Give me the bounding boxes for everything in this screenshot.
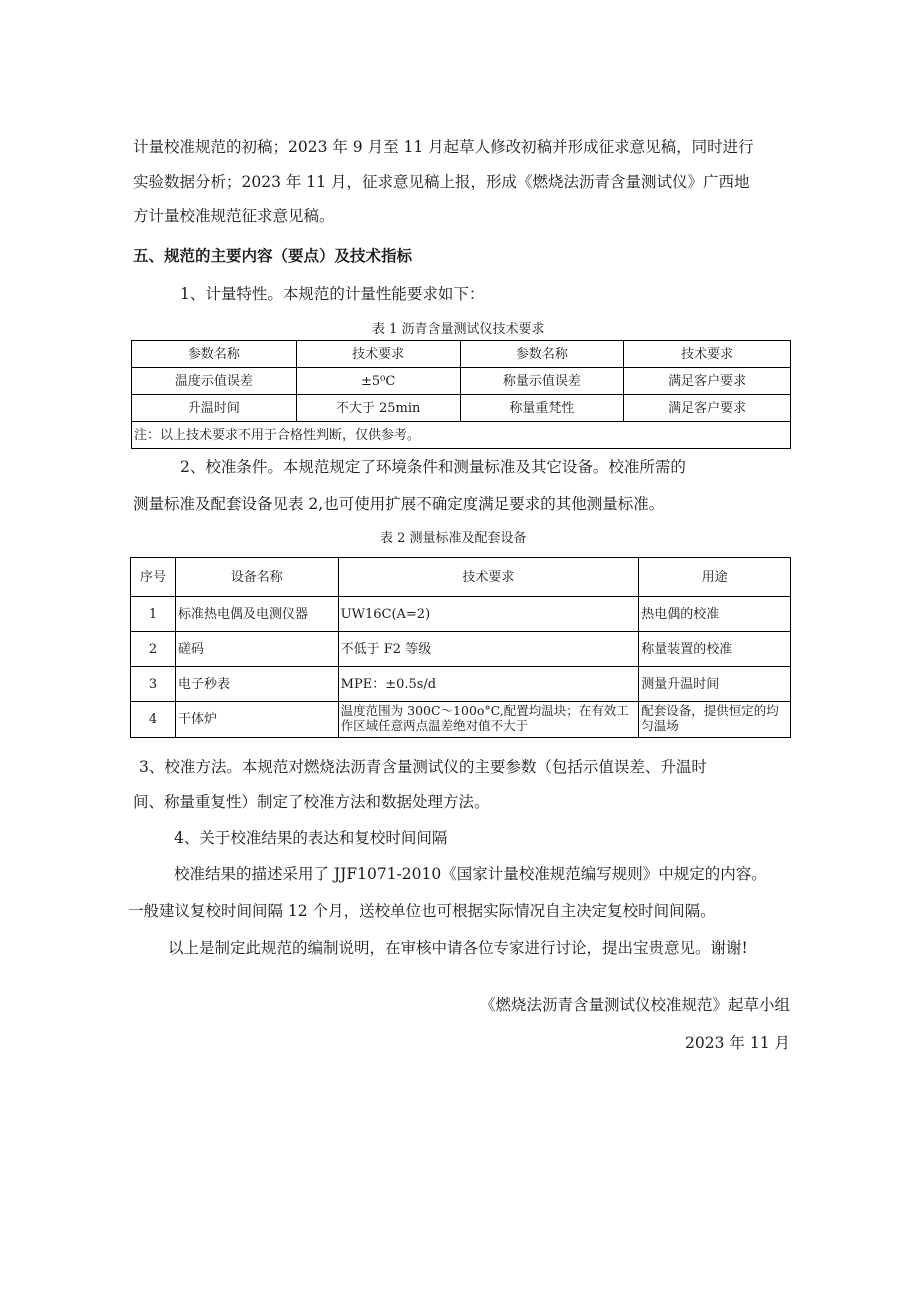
table-cell: MPE：±0.5s∕d xyxy=(338,667,639,702)
item-2-line: 2、校准条件。本规范规定了环境条件和测量标准及其它设备。校准所需的 xyxy=(180,458,686,476)
table-header-cell: 序号 xyxy=(131,558,176,597)
table-header-cell: 参数名称 xyxy=(460,341,624,368)
table-cell: 磋码 xyxy=(175,632,338,667)
table-row xyxy=(131,597,791,632)
table-cell: 不低于 F2 等级 xyxy=(338,632,639,667)
item-3-line: 间、称量重复性）制定了校准方法和数据处理方法。 xyxy=(133,793,490,811)
table-cell: 3 xyxy=(131,667,176,702)
table-cell: 满足客户要求 xyxy=(624,395,791,422)
table-header-cell: 设备名称 xyxy=(175,558,338,597)
table-cell: 称量示值误差 xyxy=(460,368,624,395)
table-note: 注：以上技术要求不用于合格性判断，仅供参考。 xyxy=(132,422,791,449)
item-4: 4、关于校准结果的表达和复校时间间隔 xyxy=(174,829,448,847)
section-heading: 五、规范的主要内容（要点）及技术指标 xyxy=(133,247,413,265)
paragraph-line: 计量校准规范的初稿；2023 年 9 月至 11 月起草人修改初稿并形成征求意见稿，同时进行 xyxy=(133,138,754,156)
paragraph-line: 方计量校准规范征求意见稿。 xyxy=(133,207,335,225)
table-header-cell: 技术要求 xyxy=(296,341,460,368)
paragraph-line: 实验数据分析；2023 年 11 月，征求意见稿上报，形成《燃烧法沥青含量测试仪》广西地 xyxy=(133,173,750,191)
table-cell: ±5⁰C xyxy=(296,368,460,395)
table-note-row xyxy=(132,422,791,449)
table-cell: 温度示值误差 xyxy=(132,368,297,395)
table-cell: 标准热电偶及电测仪器 xyxy=(175,597,338,632)
table-row xyxy=(132,368,791,395)
paragraph-line: 一般建议复校时间间隔 12 个月，送校单位也可根据实际情况自主决定复校时间间隔。 xyxy=(128,902,716,920)
table-cell: 干体炉 xyxy=(175,702,338,738)
table-1 xyxy=(131,340,791,449)
table-row xyxy=(131,702,791,738)
paragraph-line: 校准结果的描述采用了 JJF1071-2010《国家计量校准规范编写规则》中规定的内容。 xyxy=(174,865,767,883)
table-cell: 升温时间 xyxy=(132,395,297,422)
table-cell: 称量装置的校准 xyxy=(639,632,791,667)
table-cell: 4 xyxy=(131,702,176,738)
table-row xyxy=(131,632,791,667)
table-header-cell: 用途 xyxy=(639,558,791,597)
table1-caption: 表 1 沥青含量测试仪技术要求 xyxy=(372,322,545,337)
item-1: 1、计量特性。本规范的计量性能要求如下： xyxy=(180,285,485,303)
table-cell: 2 xyxy=(131,632,176,667)
table-row xyxy=(132,395,791,422)
table-header-cell: 参数名称 xyxy=(132,341,297,368)
closing-line: 以上是制定此规范的编制说明，在审核中请各位专家进行讨论，提出宝贵意见。谢谢! xyxy=(168,939,748,957)
table-header-row xyxy=(131,558,791,597)
table-cell: 测量升温时间 xyxy=(639,667,791,702)
table-row xyxy=(131,667,791,702)
table-cell: 热电偶的校准 xyxy=(639,597,791,632)
table-cell: UW16C(A=2) xyxy=(338,597,639,632)
table-2 xyxy=(130,557,791,738)
item-3-line: 3、校准方法。本规范对燃烧法沥青含量测试仪的主要参数（包括示值误差、升温时 xyxy=(139,758,707,776)
table2-caption: 表 2 测量标准及配套设备 xyxy=(380,531,527,546)
table-cell: 不大于 25min xyxy=(296,395,460,422)
table-cell: 配套设备，提供恒定的均匀温场 xyxy=(639,702,791,738)
signature: 《燃烧法沥青含量测试仪校准规范》起草小组 xyxy=(479,996,790,1014)
table-cell: 电子秒表 xyxy=(175,667,338,702)
table-cell: 满足客户要求 xyxy=(624,368,791,395)
table-cell: 温度范围为 300C～100o°C,配置均温块；在有效工作区域任意两点温差绝对值不大于 xyxy=(338,702,639,738)
table-cell: 称量重梵性 xyxy=(460,395,624,422)
table-header-row xyxy=(132,341,791,368)
table-cell: 1 xyxy=(131,597,176,632)
item-2-line: 测量标准及配套设备见表 2,也可使用扩展不确定度满足要求的其他测量标准。 xyxy=(133,495,665,513)
table-header-cell: 技术要求 xyxy=(338,558,639,597)
table-header-cell: 技术要求 xyxy=(624,341,791,368)
date: 2023 年 11 月 xyxy=(685,1034,790,1052)
